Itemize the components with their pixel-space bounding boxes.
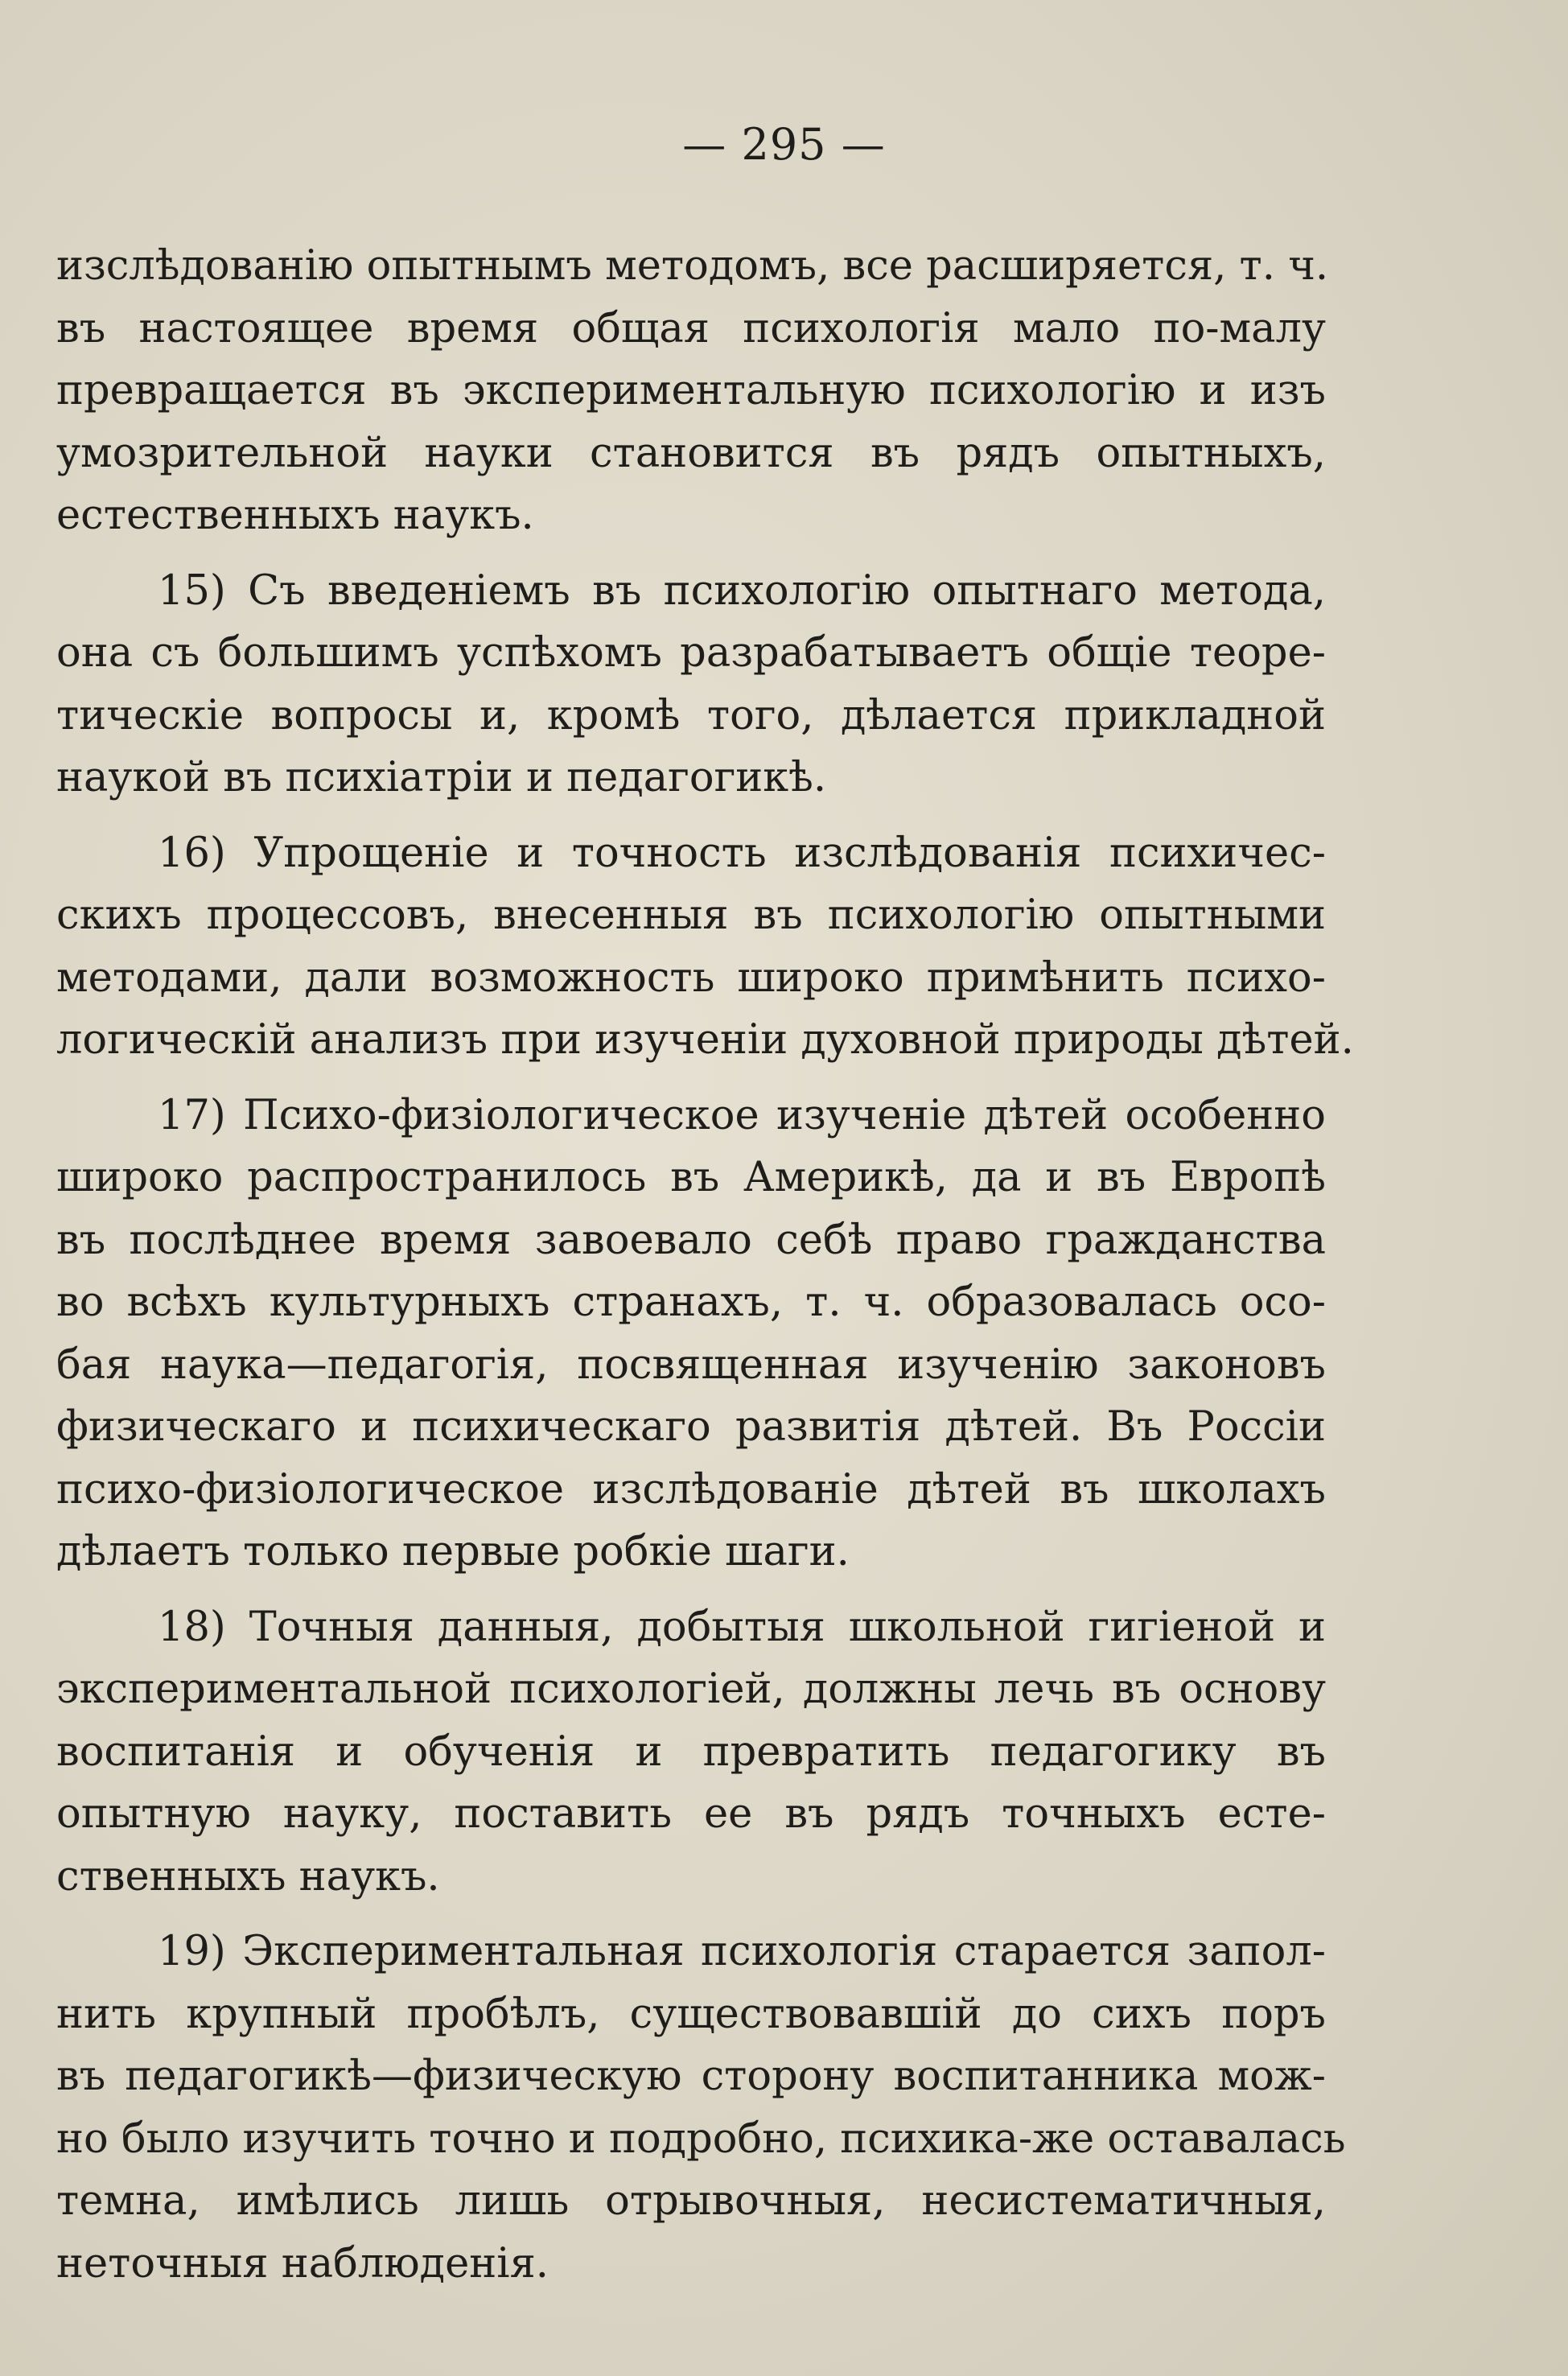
- text-line: опытную науку, поставить ее въ рядъ точныхъ есте-: [56, 1790, 1326, 1838]
- text-line: умозрительной науки становится въ рядъ опытныхъ,: [56, 429, 1326, 477]
- text-line: нить крупный пробѣлъ, существовавшій до сихъ поръ: [56, 1990, 1326, 2038]
- page-number: — 295 —: [682, 119, 886, 170]
- text-line: физическаго и психическаго развитія дѣтей. Въ Россіи: [56, 1403, 1326, 1451]
- text-line: экспериментальной психологіей, должны лечь въ основу: [56, 1666, 1326, 1713]
- text-line: во всѣхъ культурныхъ странахъ, т. ч. образовалась осо-: [56, 1279, 1326, 1326]
- text-line: логическій анализъ при изученіи духовной природы дѣтей.: [56, 1016, 1354, 1064]
- text-line: 19) Экспериментальная психологія старается запол-: [158, 1928, 1326, 1975]
- text-line: но было изучить точно и подробно, психика-же оставалась: [56, 2115, 1346, 2163]
- text-line: она съ большимъ успѣхомъ разрабатываетъ общіе теоре-: [56, 629, 1326, 677]
- text-line: темна, имѣлись лишь отрывочныя, несистематичныя,: [56, 2177, 1326, 2225]
- text-line: ственныхъ наукъ.: [56, 1852, 440, 1900]
- text-line: въ настоящее время общая психологія мало по-малу: [56, 304, 1326, 352]
- text-line: 17) Психо-физіологическое изученіе дѣтей особенно: [158, 1091, 1326, 1139]
- text-line: воспитанія и обученія и превратить педагогику въ: [56, 1727, 1326, 1776]
- text-line: естественныхъ наукъ.: [56, 492, 534, 539]
- text-line: 16) Упрощеніе и точность изслѣдованія психичес-: [158, 829, 1326, 877]
- text-line: психо-физіологическое изслѣдованіе дѣтей въ школахъ: [56, 1465, 1326, 1513]
- text-line: неточныя наблюденія.: [56, 2239, 549, 2287]
- text-line: скихъ процессовъ, внесенныя въ психологію опытными: [56, 892, 1326, 939]
- text-line: бая наука—педагогія, посвященная изученію законовъ: [56, 1340, 1326, 1389]
- text-line: превращается въ экспериментальную психологію и изъ: [56, 367, 1326, 414]
- text-line: широко распространилось въ Америкѣ, да и въ Европѣ: [56, 1154, 1326, 1201]
- text-line: 15) Съ введеніемъ въ психологію опытнаго метода,: [158, 566, 1326, 615]
- text-line: наукой въ психіатріи и педагогикѣ.: [56, 754, 827, 801]
- text-line: въ педагогикѣ—физическую сторону воспитанника мож-: [56, 2053, 1326, 2100]
- text-line: дѣлаетъ только первые робкіе шаги.: [56, 1528, 850, 1575]
- text-line: методами, дали возможность широко примѣнить психо-: [56, 953, 1326, 1002]
- text-line: тическіе вопросы и, кромѣ того, дѣлается прикладной: [56, 691, 1326, 739]
- text-line: 18) Точныя данныя, добытыя школьной гигіеной и: [158, 1603, 1326, 1651]
- text-line: изслѣдованію опытнымъ методомъ, все расширяется, т. ч.: [56, 242, 1329, 290]
- text-line: въ послѣднее время завоевало себѣ право гражданства: [56, 1216, 1326, 1264]
- body-text: [56, 235, 1354, 2295]
